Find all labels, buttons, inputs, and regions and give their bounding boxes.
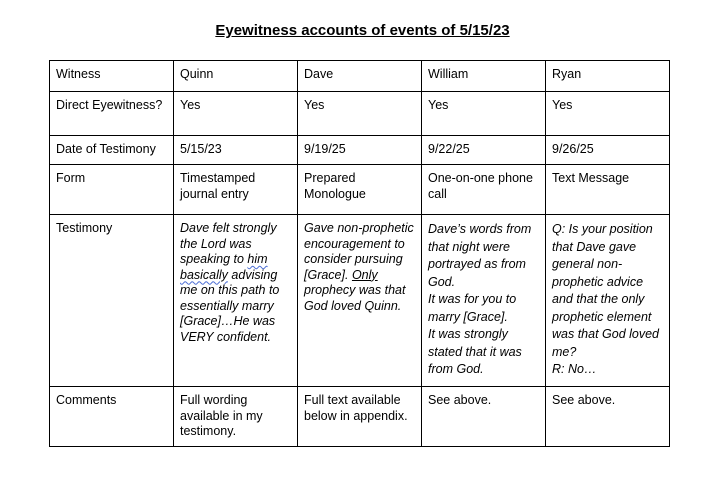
form-ryan: Text Message [546,165,670,215]
testimony-william-line-3: It was strongly stated that it was from God. [428,327,522,376]
testimony-ryan [546,215,670,387]
testimony-ryan-question: Q: Is your position that Dave gave general non-prophetic advice and that the only prophetic element was that God loved me? [552,222,660,359]
table-row-comments [50,387,670,447]
row-label-testimony: Testimony [50,215,174,387]
witness-name-william: William [422,61,546,92]
table-row-testimony [50,215,670,387]
testimony-quinn-flagged-words: him basically [180,252,268,282]
form-dave: Prepared Monologue [298,165,422,215]
page-title: Eyewitness accounts of events of 5/15/23 [215,22,510,39]
direct-quinn: Yes [174,92,298,136]
testimony-dave-part-3: prophecy was that God loved Quinn. [304,283,406,313]
date-william: 9/22/25 [422,136,546,165]
row-label-witness: Witness [50,61,174,92]
date-dave: 9/19/25 [298,136,422,165]
form-william: One-on-one phone call [422,165,546,215]
testimony-quinn-part-1: Dave felt strongly the Lord was speaking to [180,221,277,266]
eyewitness-table [49,60,670,447]
comments-ryan: See above. [546,387,670,447]
testimony-dave-part-1: Gave non-prophetic encouragement to consider pursuing [Grace]. [304,221,414,282]
form-quinn: Timestamped journal entry [174,165,298,215]
table-row-witness [50,61,670,92]
table-row-date [50,136,670,165]
witness-name-dave: Dave [298,61,422,92]
row-label-form: Form [50,165,174,215]
testimony-ryan-response: R: No… [552,362,597,376]
testimony-quinn-part-3: advising me on this path to essentially marry [Grace]…He was VERY confident. [180,267,280,344]
row-label-date: Date of Testimony [50,136,174,165]
row-label-direct: Direct Eyewitness? [50,92,174,136]
testimony-william [422,215,546,387]
comments-dave: Full text available below in appendix. [298,387,422,447]
testimony-quinn [174,215,298,387]
testimony-dave [298,215,422,387]
table-row-form [50,165,670,215]
row-label-comments: Comments [50,387,174,447]
table-row-direct [50,92,670,136]
witness-name-quinn: Quinn [174,61,298,92]
date-quinn: 5/15/23 [174,136,298,165]
testimony-dave-flagged-word: Only [351,267,378,282]
testimony-william-line-2: It was for you to marry [Grace]. [428,292,517,324]
comments-quinn: Full wording available in my testimony. [174,387,298,447]
comments-william: See above. [422,387,546,447]
testimony-william-line-1: Dave’s words from that night were portrayed as from God. [428,222,532,289]
witness-name-ryan: Ryan [546,61,670,92]
direct-dave: Yes [298,92,422,136]
direct-william: Yes [422,92,546,136]
date-ryan: 9/26/25 [546,136,670,165]
direct-ryan: Yes [546,92,670,136]
